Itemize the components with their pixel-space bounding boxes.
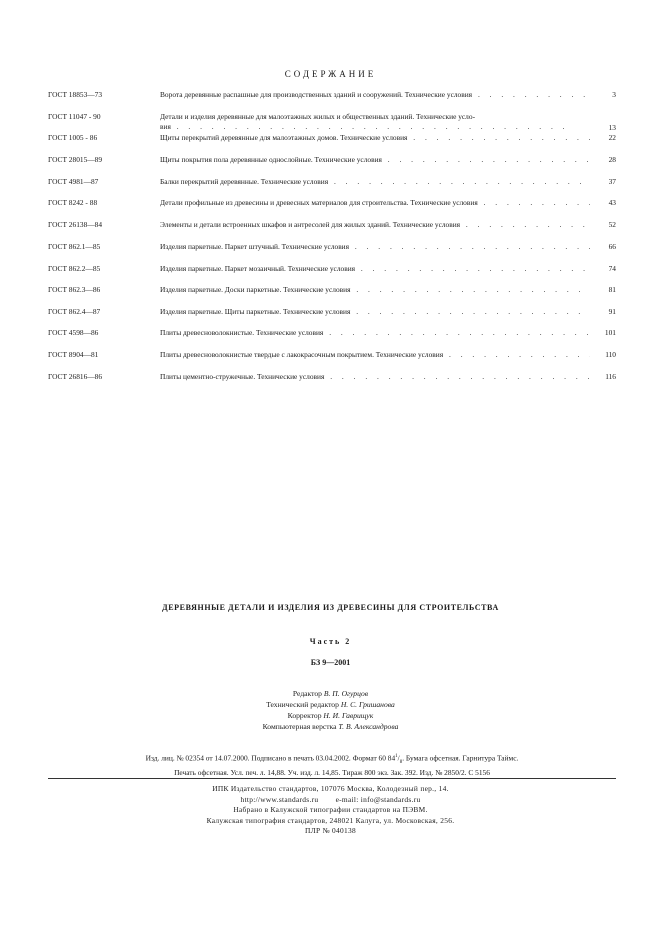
toc-entry	[48, 328, 616, 344]
publisher-info	[0, 784, 661, 837]
toc-code: ГОСТ 18853—73	[48, 90, 103, 99]
toc-code: ГОСТ 862.4—87	[48, 307, 101, 316]
toc-title: Плиты древесноволокнистые твердые с лакокрасочным покрытием. Технические условия . . .	[160, 350, 590, 359]
toc-title-line-2: вия	[160, 122, 171, 131]
toc-entry	[48, 285, 616, 301]
toc-page: 13	[608, 123, 616, 132]
imprint-text: Изд. лиц. № 02354 от 14.07.2000. Подписано в печать 03.04.2002. Формат 60 84	[145, 753, 396, 763]
toc-code: ГОСТ 28015—89	[48, 155, 103, 164]
toc-entry	[48, 155, 616, 171]
toc-page: 37	[608, 177, 616, 186]
publisher-website: http://www.standards.ru	[240, 794, 319, 804]
toc-entry	[48, 177, 616, 193]
toc-page: 3	[612, 90, 616, 99]
imprint-fraction-slash: /	[397, 753, 400, 763]
toc-page: 101	[604, 328, 616, 337]
toc-title: Ворота деревянные распашные для производственных зданий и сооружений. Технические условия . . .	[160, 90, 590, 99]
toc-page: 110	[605, 350, 616, 359]
toc-entry	[48, 264, 616, 280]
toc-entry	[48, 133, 616, 149]
toc-page: 81	[608, 285, 616, 294]
collection-title: ДЕРЕВЯННЫЕ ДЕТАЛИ И ИЗДЕЛИЯ ИЗ ДРЕВЕСИНЫ ДЛЯ СТРОИТЕЛЬСТВА	[162, 603, 499, 612]
part-label: Часть 2	[309, 637, 352, 646]
imprint	[48, 752, 616, 779]
toc-entry	[48, 242, 616, 258]
imprint-line-1	[48, 752, 616, 768]
toc-code: ГОСТ 4981—87	[48, 177, 99, 186]
bz-label: БЗ 9—2001	[310, 658, 351, 667]
credits	[0, 688, 661, 732]
publisher-line-1: ИПК Издательство стандартов, 107076 Москва, Колодезный пер., 14.	[212, 784, 449, 793]
toc-page: 74	[608, 264, 616, 273]
publisher-line-3: Набрано в Калужской типографии стандартов на ПЭВМ.	[233, 805, 428, 814]
toc-entry	[48, 90, 616, 106]
toc-title: Изделия паркетные. Щиты паркетные. Технические условия . . .	[160, 307, 590, 316]
toc-entry	[48, 220, 616, 236]
credit-role: Технический редактор	[266, 700, 339, 709]
divider-rule	[48, 778, 616, 779]
toc-page: 22	[608, 133, 616, 142]
credit-role: Компьютерная верстка	[262, 722, 337, 731]
toc-title: Изделия паркетные. Паркет штучный. Технические условия . . .	[160, 242, 590, 251]
credit-layout	[0, 721, 661, 732]
toc-page: 52	[608, 220, 616, 229]
credit-name: В. П. Огурцов	[323, 689, 369, 698]
credit-name: Н. И. Гаврищук	[323, 711, 374, 720]
toc-code: ГОСТ 862.1—85	[48, 242, 101, 251]
credit-tech-editor	[0, 699, 661, 710]
toc-title: Изделия паркетные. Доски паркетные. Технические условия . . .	[160, 285, 590, 294]
toc-code: ГОСТ 862.3—86	[48, 285, 101, 294]
credit-role: Корректор	[287, 711, 322, 720]
toc-title: Балки перекрытий деревянные. Технические условия . . .	[160, 177, 590, 186]
toc-entry	[48, 307, 616, 323]
imprint-fraction-den: 8	[399, 759, 403, 765]
toc-title-line-1: Детали и изделия деревянные для малоэтажных жилых и общественных зданий. Технические усло-	[160, 112, 476, 121]
toc-page: 28	[608, 155, 616, 164]
toc-code: ГОСТ 11047 - 90	[48, 112, 101, 121]
imprint-text: . Бумага офсетная. Гарнитура Таймс.	[402, 753, 519, 763]
publisher-email: e-mail: info@standards.ru	[335, 794, 421, 804]
toc-title: Элементы и детали встроенных шкафов и антресолей для жилых зданий. Технические условия . . .	[160, 220, 590, 229]
toc-title: Щиты покрытия пола деревянные однослойные. Технические условия . . .	[160, 155, 590, 164]
toc-title: Плиты древесноволокнистые. Технические условия . . .	[160, 328, 590, 337]
publisher-line-4: Калужская типография стандартов, 248021 Калуга, ул. Московская, 256.	[206, 815, 455, 825]
toc-page: 43	[608, 198, 616, 207]
imprint-line-2: Печать офсетная. Усл. печ. л. 14,88. Уч. изд. л. 14,85. Тираж 800 экз. Зак. 392. Изд. № 2850/2. С 5156	[174, 768, 490, 778]
credit-name: Н. С. Гришанова	[340, 700, 395, 709]
toc-title: Изделия паркетные. Паркет мозаичный. Технические условия . . .	[160, 264, 590, 273]
toc-page: 116	[605, 372, 616, 381]
toc-code: ГОСТ 862.2—85	[48, 264, 101, 273]
toc-title: Детали и изделия деревянные для малоэтажных жилых и общественных зданий. Технические усло- вия . . . . . . . . . . . . . . . . . . . . . . . . . . . . . . . . . .	[160, 112, 569, 131]
toc-code: ГОСТ 26816—86	[48, 372, 103, 381]
toc-code: ГОСТ 8904—81	[48, 350, 99, 359]
toc-code: ГОСТ 8242 - 88	[48, 198, 98, 207]
toc-title: Детали профильные из древесины и древесных материалов для строительства. Технические условия . . .	[160, 198, 590, 207]
publisher-line-5: ПЛР № 040138	[305, 826, 356, 835]
toc-title: Плиты цементно-стружечные. Технические условия . . .	[160, 372, 590, 381]
toc-code: ГОСТ 26138—84	[48, 220, 103, 229]
publisher-line-2	[0, 795, 661, 806]
credit-corrector	[0, 710, 661, 721]
toc-title: Щиты перекрытий деревянные для малоэтажных домов. Технические условия . . .	[160, 133, 590, 142]
credit-role: Редактор	[292, 689, 322, 698]
toc-entry	[48, 372, 616, 388]
toc-entry	[48, 350, 616, 366]
toc-page: 91	[608, 307, 616, 316]
toc-entry	[48, 198, 616, 214]
toc-code: ГОСТ 4598—86	[48, 328, 99, 337]
toc-page: 66	[608, 242, 616, 251]
imprint-fraction-num: 1	[395, 754, 398, 759]
credit-editor	[0, 688, 661, 699]
credit-name: Т. В. Александрова	[338, 722, 399, 731]
toc-code: ГОСТ 1005 - 86	[48, 133, 98, 142]
toc-heading: СОДЕРЖАНИЕ	[284, 69, 377, 79]
